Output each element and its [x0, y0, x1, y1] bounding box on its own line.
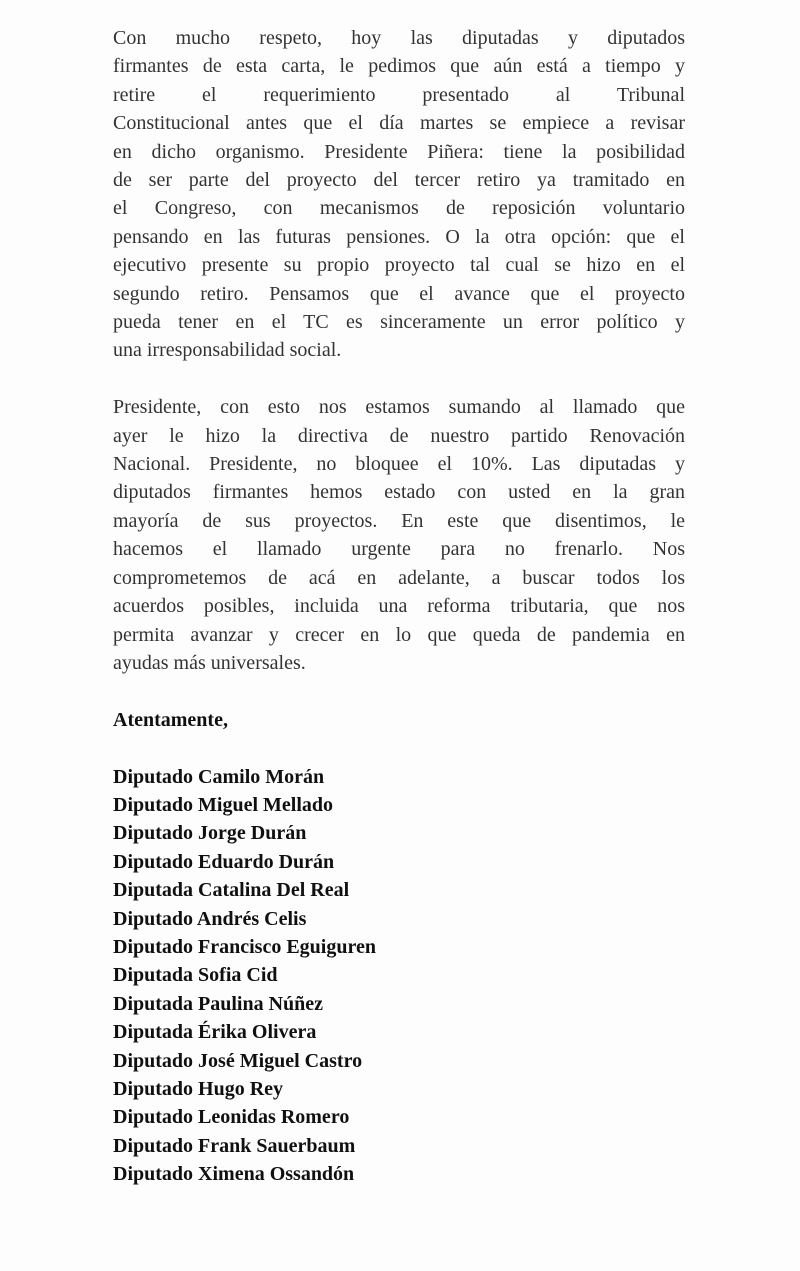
- signatory-line: Diputado Ximena Ossandón: [113, 1163, 355, 1186]
- signatory-line: Diputado Miguel Mellado: [113, 793, 334, 816]
- text-line: de ser parte del proyecto del tercer retiro ya tramitado en: [113, 169, 685, 192]
- text-line: segundo retiro. Pensamos que el avance que el proyecto: [113, 282, 685, 305]
- text-line: en dicho organismo. Presidente Piñera: tiene la posibilidad: [113, 140, 685, 163]
- text-line: ejecutivo presente su propio proyecto tal cual se hizo en el: [113, 254, 685, 277]
- signatory-line: Diputado Hugo Rey: [113, 1077, 284, 1100]
- paragraph-2: [113, 393, 685, 677]
- signatory-line: Diputada Catalina Del Real: [113, 879, 350, 902]
- signatory-line: Diputado Jorge Durán: [113, 822, 307, 845]
- signatory-line: Diputada Paulina Núñez: [113, 992, 324, 1015]
- text-line: pueda tener en el TC es sinceramente un error político y: [113, 311, 685, 334]
- text-line: ayer le hizo la directiva de nuestro partido Renovación: [113, 424, 685, 447]
- text-line: hacemos el llamado urgente para no frenarlo. Nos: [113, 538, 685, 561]
- text-line: permita avanzar y crecer en lo que queda de pandemia en: [113, 623, 685, 646]
- signatory-line: Diputado José Miguel Castro: [113, 1049, 363, 1072]
- letter-content: [113, 24, 685, 1189]
- text-line: ayudas más universales.: [113, 651, 306, 674]
- text-line: el Congreso, con mecanismos de reposición voluntario: [113, 197, 685, 220]
- text-line: una irresponsabilidad social.: [113, 339, 342, 362]
- signatory-list: [113, 763, 685, 1189]
- text-line: mayoría de sus proyectos. En este que disentimos, le: [113, 509, 685, 532]
- text-line: diputados firmantes hemos estado con usted en la gran: [113, 481, 685, 504]
- signatory-line: Diputado Frank Sauerbaum: [113, 1134, 356, 1157]
- signatory-line: Diputado Francisco Eguiguren: [113, 935, 376, 958]
- signatory-line: Diputada Érika Olivera: [113, 1021, 317, 1044]
- signatory-line: Diputado Andrés Celis: [113, 907, 307, 930]
- closing-salutation: Atentamente,: [113, 708, 228, 731]
- text-line: pensando en las futuras pensiones. O la otra opción: que el: [113, 225, 685, 248]
- paragraph-1: [113, 24, 685, 365]
- text-line: Nacional. Presidente, no bloquee el 10%. Las diputadas y: [113, 453, 685, 476]
- text-line: comprometemos de acá en adelante, a buscar todos los: [113, 566, 685, 589]
- signatory-line: Diputado Eduardo Durán: [113, 850, 335, 873]
- text-line: retire el requerimiento presentado al Tribunal: [113, 83, 685, 106]
- text-line: firmantes de esta carta, le pedimos que aún está a tiempo y: [113, 55, 685, 78]
- text-line: Presidente, con esto nos estamos sumando al llamado que: [113, 396, 685, 419]
- text-line: Constitucional antes que el día martes se empiece a revisar: [113, 112, 685, 135]
- text-line: Con mucho respeto, hoy las diputadas y diputados: [113, 27, 685, 49]
- signatory-line: Diputada Sofia Cid: [113, 964, 278, 987]
- text-line: acuerdos posibles, incluida una reforma tributaria, que nos: [113, 595, 685, 618]
- signatory-line: Diputado Camilo Morán: [113, 765, 325, 788]
- signatory-line: Diputado Leonidas Romero: [113, 1106, 350, 1129]
